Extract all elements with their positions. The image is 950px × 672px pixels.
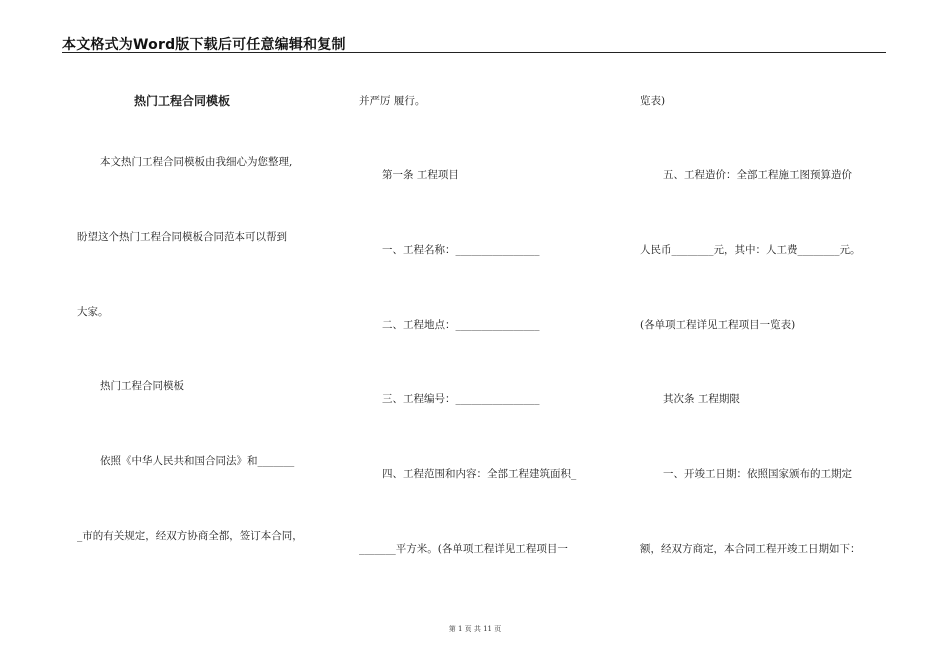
paragraph-line: 大家。 — [77, 306, 109, 318]
paragraph-line: _市的有关规定，经双方协商全都，签订本合同， — [77, 530, 303, 542]
paragraph-line: 依照《中华人民共和国合同法》和_______ — [100, 455, 295, 467]
paragraph-line: 览表) — [640, 95, 666, 107]
paragraph-line: 五、工程造价：全部工程施工图预算造价 — [663, 169, 852, 181]
paragraph-line: _______平方米。(各单项工程详见工程项目一 — [359, 543, 568, 555]
field-line: 一、工程名称：________________ — [382, 244, 540, 256]
page-number: 第 1 页 共 11 页 — [448, 625, 502, 633]
column-3 — [637, 0, 917, 672]
column-2 — [356, 0, 636, 672]
section-heading: 第一条 工程项目 — [382, 169, 459, 181]
field-line: 二、工程地点：________________ — [382, 319, 540, 331]
paragraph-line: 额，经双方商定，本合同工程开竣工日期如下： — [640, 543, 861, 555]
paragraph-line: 人民币________元，其中：人工费________元。 — [640, 244, 861, 256]
section-heading: 热门工程合同模板 — [100, 380, 184, 392]
paragraph-line: 并严厉 履行。 — [359, 95, 426, 107]
field-line: 四、工程范围和内容：全部工程建筑面积_ — [382, 468, 577, 480]
column-1 — [0, 0, 340, 672]
paragraph-line: 本文热门工程合同模板由我细心为您整理, — [100, 156, 293, 168]
section-heading: 其次条 工程期限 — [663, 393, 740, 405]
paragraph-line: 盼望这个热门工程合同模板合同范本可以帮到 — [77, 231, 287, 243]
paragraph-line: (各单项工程详见工程项目一览表) — [640, 319, 796, 331]
document-title: 热门工程合同模板 — [134, 94, 231, 108]
header-text: 本文格式为Word版下载后可任意编辑和复制 — [62, 37, 346, 53]
field-line: 三、工程编号：________________ — [382, 393, 540, 405]
paragraph-line: 一、开竣工日期：依照国家颁布的工期定 — [663, 468, 852, 480]
